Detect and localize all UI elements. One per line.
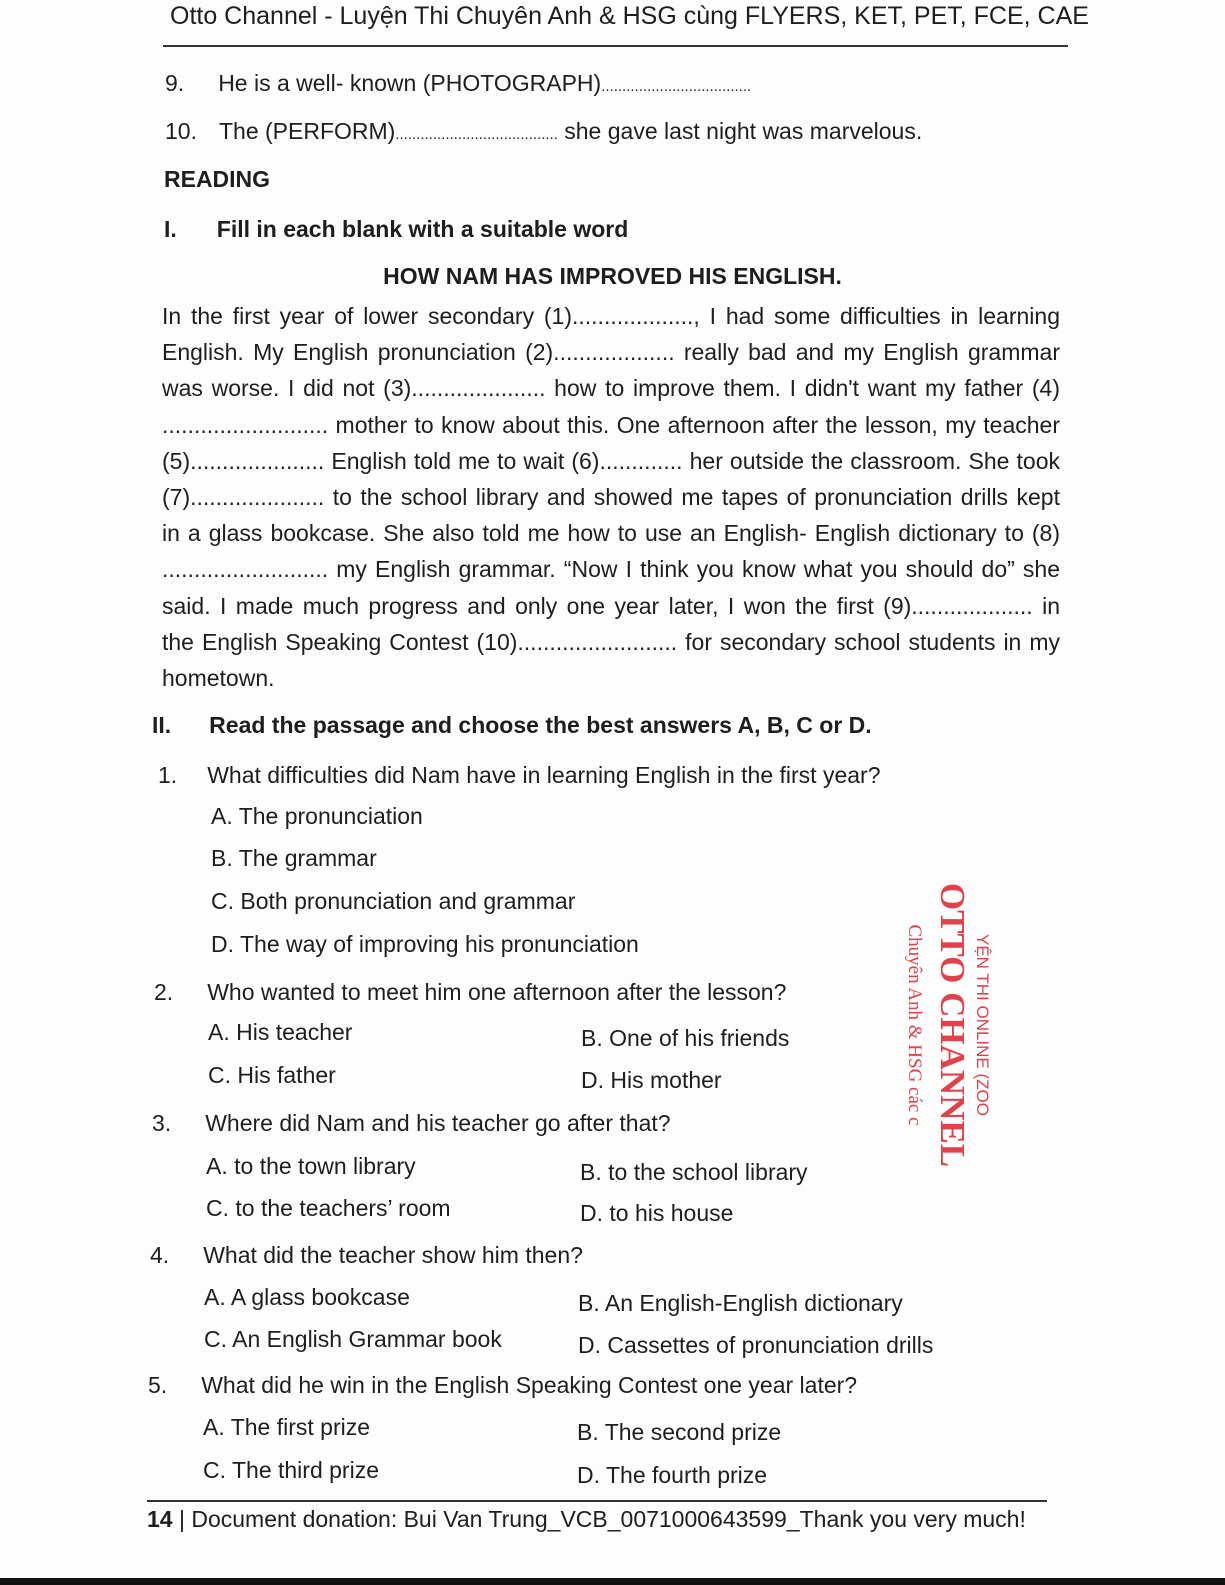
option-1a[interactable]: A. The pronunciation (211, 803, 423, 829)
word-form-item-9 (165, 70, 751, 97)
stamp-line-3: Chuyên Anh & HSG các c (904, 924, 925, 1126)
question-2 (154, 979, 786, 1006)
passage-line: .......................... mother to know about this. One afternoon after the lesson, my teacher (162, 411, 1060, 438)
passage-line: the English Speaking Contest (10)......................... for secondary school students in my (162, 628, 1060, 655)
option-5c[interactable]: C. The third prize (203, 1457, 379, 1483)
option-3a[interactable]: A. to the town library (206, 1153, 416, 1179)
passage-line: hometown. (162, 665, 275, 692)
passage-title: HOW NAM HAS IMPROVED HIS ENGLISH. (383, 263, 842, 289)
part2-heading (152, 712, 872, 739)
option-1c[interactable]: C. Both pronunciation and grammar (211, 888, 576, 914)
question-text: What difficulties did Nam have in learning English in the first year? (207, 762, 881, 788)
question-4 (150, 1242, 583, 1269)
answer-blank[interactable]: .................................... (601, 78, 752, 95)
page-footer (147, 1506, 1026, 1533)
question-text: Who wanted to meet him one afternoon after the lesson? (207, 979, 787, 1005)
option-5a[interactable]: A. The first prize (203, 1414, 371, 1440)
question-number: 3. (152, 1110, 172, 1136)
option-1b[interactable]: B. The grammar (211, 845, 377, 871)
question-5 (148, 1372, 857, 1399)
option-3d[interactable]: D. to his house (580, 1200, 734, 1226)
answer-blank[interactable]: ....................................... (395, 126, 558, 143)
passage-line: .......................... my English grammar. “Now I think you know what you should do” she (162, 556, 1060, 583)
option-2d[interactable]: D. His mother (581, 1067, 722, 1093)
option-3b[interactable]: B. to the school library (580, 1159, 808, 1185)
question-number: 5. (148, 1372, 168, 1398)
section-heading-reading: READING (164, 166, 271, 192)
part-instruction: Read the passage and choose the best answers A, B, C or D. (209, 712, 872, 738)
footer-rule (147, 1500, 1047, 1502)
question-text: Where did Nam and his teacher go after that? (205, 1110, 671, 1136)
passage-line: in a glass bookcase. She also told me how to use an English- English dictionary to (8) (162, 520, 1060, 547)
question-number: 1. (158, 762, 178, 788)
part-instruction: Fill in each blank with a suitable word (216, 216, 629, 242)
item-text-after: she gave last night was marvelous. (557, 118, 923, 144)
scan-edge (0, 1578, 1225, 1585)
question-number: 4. (150, 1242, 170, 1268)
passage-line: English. My English pronunciation (2)................... really bad and my English grammar (162, 339, 1060, 366)
option-4a[interactable]: A. A glass bookcase (204, 1284, 410, 1310)
option-5b[interactable]: B. The second prize (577, 1419, 782, 1445)
stamp-line-2: OTTO CHANNEL (933, 882, 972, 1168)
option-4d[interactable]: D. Cassettes of pronunciation drills (578, 1332, 934, 1358)
question-text: What did he win in the English Speaking Contest one year later? (201, 1372, 858, 1398)
part-number: II. (152, 712, 172, 738)
item-number: 9. (165, 70, 185, 96)
option-4b[interactable]: B. An English-English dictionary (578, 1290, 903, 1316)
option-2c[interactable]: C. His father (208, 1062, 336, 1088)
item-text: The (PERFORM) (218, 118, 396, 144)
option-5d[interactable]: D. The fourth prize (577, 1462, 768, 1488)
option-1d[interactable]: D. The way of improving his pronunciation (211, 931, 639, 957)
question-1 (158, 762, 881, 789)
page-number: 14 (147, 1506, 173, 1532)
question-number: 2. (154, 979, 174, 1005)
footer-text: | Document donation: Bui Van Trung_VCB_0071000643599_Thank you very much! (172, 1506, 1026, 1532)
part1-heading (164, 216, 628, 243)
passage-line: (5)..................... English told me to wait (6)............. her outside the classroom. She took (162, 447, 1060, 474)
passage-line: said. I made much progress and only one year later, I won the first (9)................... in (162, 592, 1060, 619)
question-text: What did the teacher show him then? (203, 1242, 583, 1268)
item-number: 10. (165, 118, 197, 144)
otto-channel-stamp (870, 880, 1000, 1170)
question-3 (152, 1110, 671, 1137)
passage-line: In the first year of lower secondary (1)..................., I had some difficulties in learning (162, 303, 1060, 329)
cloze-passage (162, 298, 1060, 696)
part-number: I. (164, 216, 177, 242)
page-header: Otto Channel - Luyện Thi Chuyên Anh & HSG cùng FLYERS, KET, PET, FCE, CAE (170, 2, 1089, 30)
option-4c[interactable]: C. An English Grammar book (204, 1326, 502, 1352)
item-text: He is a well- known (PHOTOGRAPH) (218, 70, 602, 96)
passage-line: (7)..................... to the school library and showed me tapes of pronunciation drills kept (162, 484, 1060, 511)
option-2b[interactable]: B. One of his friends (581, 1025, 790, 1051)
stamp-line-1: YỆN THI ONLINE (ZOO (973, 934, 992, 1116)
header-rule (163, 45, 1068, 47)
option-2a[interactable]: A. His teacher (208, 1019, 353, 1045)
passage-line: was worse. I did not (3)..................... how to improve them. I didn't want my father (4) (162, 375, 1060, 402)
option-3c[interactable]: C. to the teachers’ room (206, 1195, 451, 1221)
word-form-item-10 (165, 118, 922, 145)
